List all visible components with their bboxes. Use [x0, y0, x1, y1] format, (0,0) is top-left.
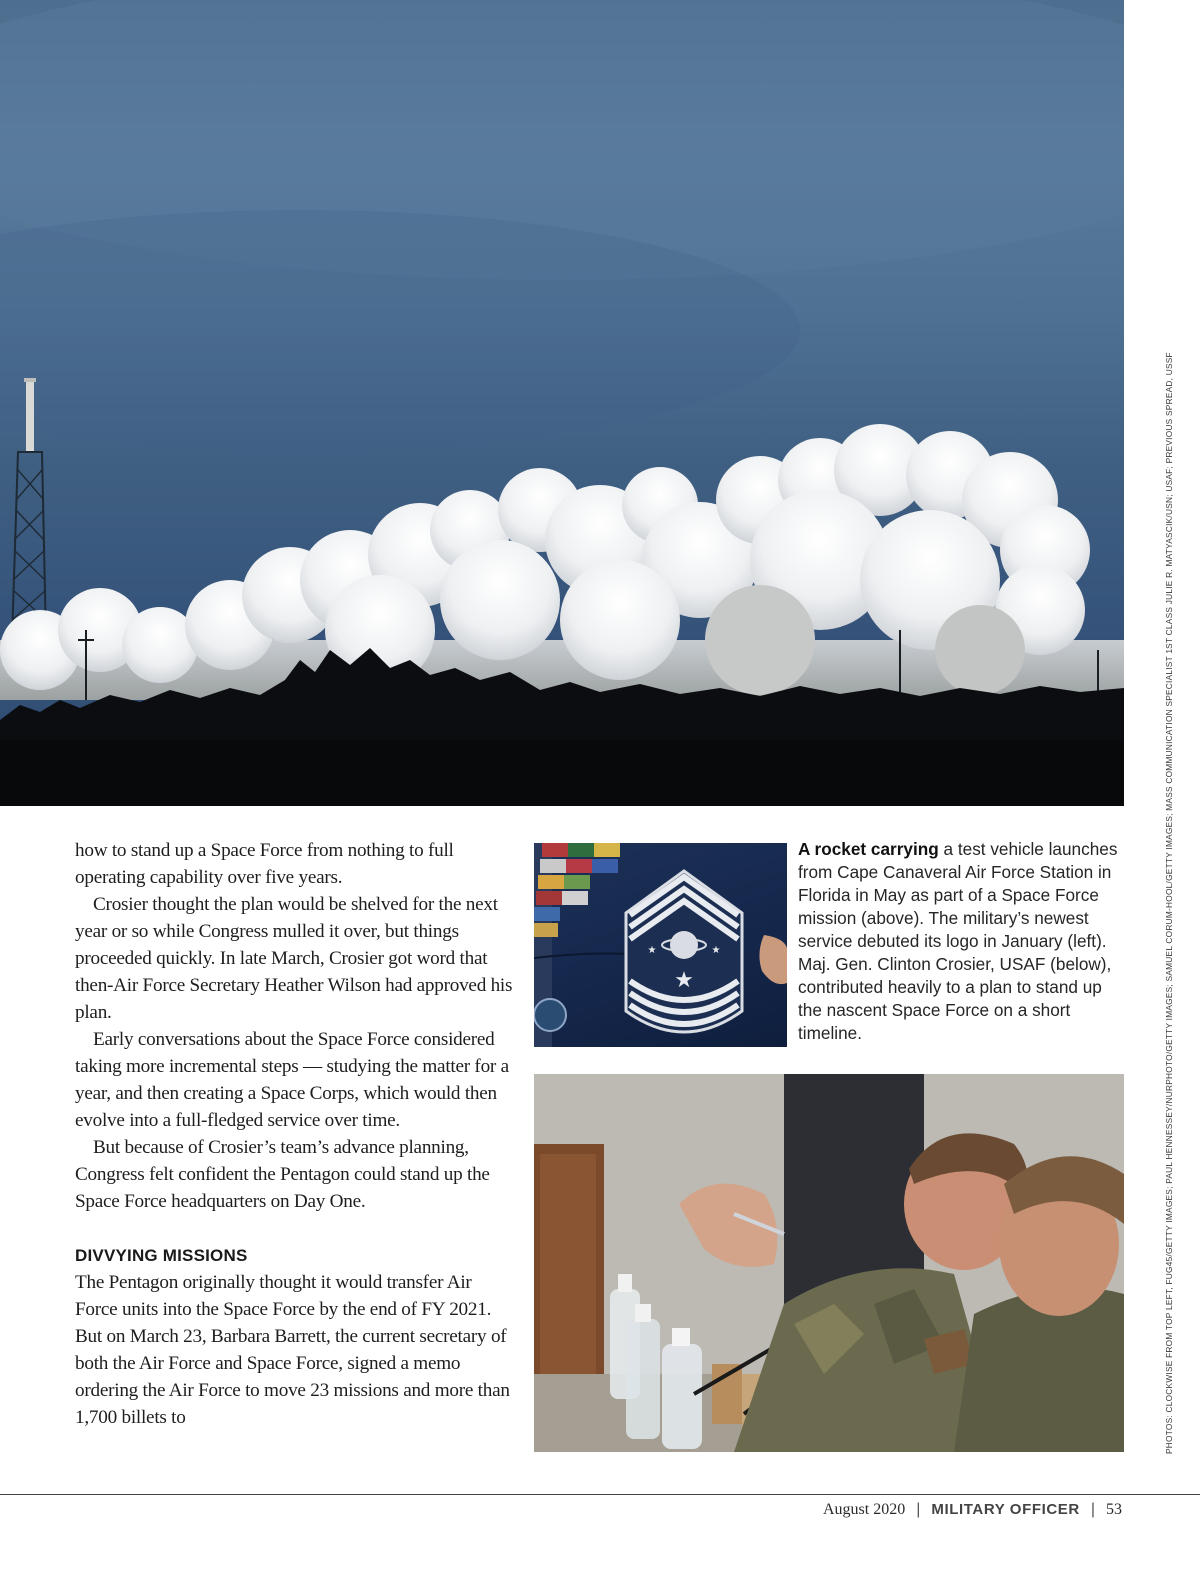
chevron-patch	[626, 871, 742, 1032]
page-number: 53	[1106, 1501, 1122, 1518]
chevron-patch-scene	[534, 843, 787, 1047]
hearing-scene	[534, 1074, 1124, 1452]
article-column	[75, 837, 515, 1431]
caption-text: a test vehicle launches from Cape Canaveral Air Force Station in Florida in May as part of a Space Force mission (above). The military’s newest service debuted its logo in January (left). Maj. Gen. Clinton Crosier, USAF (below), contributed heavily to a plan to stand up the nascent Space Force on a short timeline.	[798, 839, 1118, 1043]
patch-photo	[534, 843, 787, 1047]
article-paragraph: The Pentagon originally thought it would transfer Air Force units into the Space Force by the end of FY 2021. But on March 23, Barbara Barrett, the current secretary of both the Air Force and Space Force, signed a memo ordering the Air Force to move 23 missions and more than 1,700 billets to	[75, 1272, 510, 1428]
issue-date: August 2020	[822, 1501, 906, 1518]
hero-photo	[0, 0, 1124, 806]
article-paragraph: But because of Crosier’s team’s advance planning, Congress felt confident the Pentagon could stand up the Space Force headquarters on Day One.	[75, 1137, 490, 1212]
rocket-launch-scene	[0, 0, 1124, 806]
svg-text:★: ★	[647, 945, 657, 956]
svg-text:★: ★	[711, 945, 721, 956]
magazine-name: MILITARY OFFICER	[931, 1501, 1080, 1518]
article-paragraph: Early conversations about the Space Force considered taking more incremental steps — studying the matter for a year, and then creating a Space Corps, which would then evolve into a full-fledged service over time.	[75, 1029, 509, 1131]
footer-separator: |	[1090, 1501, 1095, 1518]
smoke-plume	[0, 424, 1124, 700]
photo-caption	[798, 838, 1128, 1045]
svg-text:★: ★	[674, 968, 694, 993]
photo-credit: PHOTOS: CLOCKWISE FROM TOP LEFT, FUG45/GETTY IMAGES; PAUL HENNESSEY/NURPHOTO/GETTY IMAGES; SAMUEL CORUM-HOOL/GETTY IMAGES; MASS COMMUNICATION SPECIALIST 1ST CLASS JULIE R. MATYASCIK/USN; USAF; PREVIOUS SPREAD, USSF	[1164, 352, 1174, 1454]
caption-lead: A rocket carrying	[798, 839, 939, 859]
hearing-photo	[534, 1074, 1124, 1452]
footer-separator: |	[916, 1501, 921, 1518]
footer-rule	[0, 1494, 1200, 1495]
article-paragraph: how to stand up a Space Force from nothing to full operating capability over five years.	[75, 840, 454, 888]
article-paragraph: Crosier thought the plan would be shelved for the next year or so while Congress mulled it over, but things proceeded quickly. In late March, Crosier got word that then-Air Force Secretary Heather Wilson had approved his plan.	[75, 894, 513, 1023]
section-subhead: DIVVYING MISSIONS	[75, 1246, 248, 1265]
page-footer	[823, 1498, 1122, 1522]
